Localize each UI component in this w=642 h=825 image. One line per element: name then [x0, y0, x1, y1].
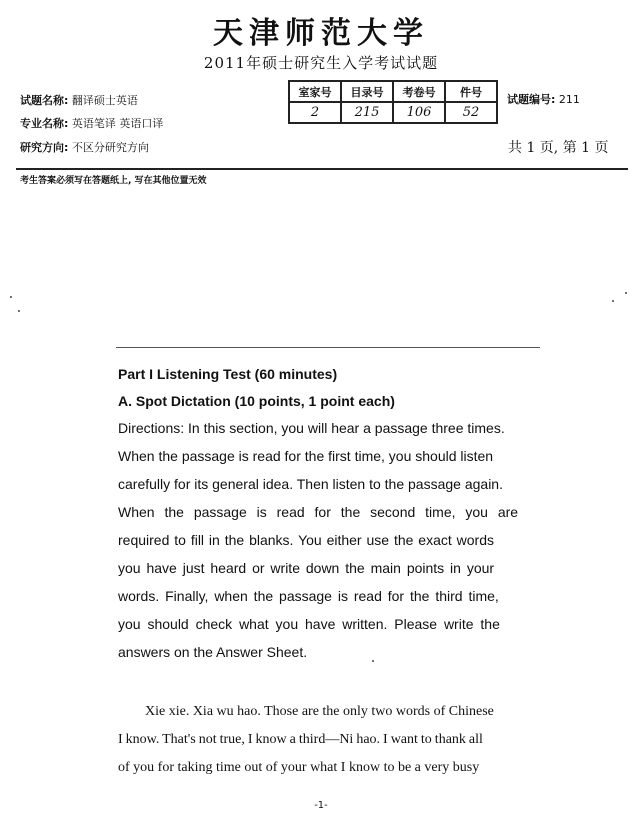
- page-number: -1-: [314, 800, 328, 811]
- major-value: 英语笔译 英语口译: [71, 117, 164, 130]
- passage-line: of you for taking time out of your what I know to be a very busy: [118, 760, 480, 775]
- exam-code-row: [507, 91, 580, 107]
- passage-line: I know. That's not true, I know a third—Ni hao. I want to thank all: [118, 732, 483, 747]
- code-value-cell: 215: [341, 102, 393, 123]
- direction-value: 不区分研究方向: [71, 141, 149, 154]
- code-value-cell: 2: [289, 102, 341, 123]
- directions-line: When the passage is read for the first time, you should listen: [118, 448, 494, 464]
- code-value-cell: 52: [445, 102, 497, 123]
- code-header-cell: 考卷号: [393, 81, 445, 102]
- exam-code-value: 211: [558, 93, 580, 106]
- code-header-cell: 目录号: [341, 81, 393, 102]
- passage-line: Xie xie. Xia wu hao. Those are the only two words of Chinese: [145, 704, 494, 719]
- code-table: [288, 80, 498, 124]
- part-title: Part I Listening Test (60 minutes): [118, 366, 338, 382]
- direction-label: 研究方向:: [20, 141, 69, 154]
- code-header-cell: 室家号: [289, 81, 341, 102]
- scan-speck: [625, 292, 627, 294]
- scan-speck: [10, 296, 12, 298]
- subject-name-label: 试题名称:: [20, 94, 69, 107]
- exam-code-label: 试题编号:: [507, 93, 556, 106]
- scan-speck: [612, 300, 614, 302]
- exam-title: 2011年硕士研究生入学考试试题: [203, 54, 439, 72]
- section-title: A. Spot Dictation (10 points, 1 point each): [118, 393, 395, 409]
- major-row: [20, 115, 163, 131]
- directions-line: words. Finally, when the passage is read for the third time,: [118, 588, 499, 604]
- directions-line: When the passage is read for the second time, you are: [118, 504, 519, 520]
- directions-line: you should check what you have written. Please write the: [118, 616, 500, 632]
- code-value-cell: 106: [393, 102, 445, 123]
- answer-notice: 考生答案必须写在答题纸上, 写在其他位置无效: [20, 176, 207, 186]
- directions-line: required to fill in the blanks. You either use the exact words: [118, 532, 494, 548]
- directions-line: Directions: In this section, you will hear a passage three times.: [118, 420, 505, 436]
- university-name: 天津师范大学: [213, 16, 429, 51]
- scan-speck: [372, 660, 374, 662]
- directions-line: answers on the Answer Sheet.: [118, 644, 308, 660]
- section-divider: [116, 347, 540, 348]
- directions-line: you have just heard or write down the main points in your: [118, 560, 495, 576]
- page-info: 共 1 页, 第 1 页: [508, 140, 609, 156]
- directions-line: carefully for its general idea. Then listen to the passage again.: [118, 476, 503, 492]
- subject-name-row: [20, 92, 138, 108]
- major-label: 专业名称:: [20, 117, 69, 130]
- scan-speck: [18, 310, 20, 312]
- subject-name-value: 翻译硕士英语: [71, 94, 138, 107]
- header-divider: [16, 168, 628, 170]
- code-header-cell: 件号: [445, 81, 497, 102]
- direction-row: [20, 139, 149, 155]
